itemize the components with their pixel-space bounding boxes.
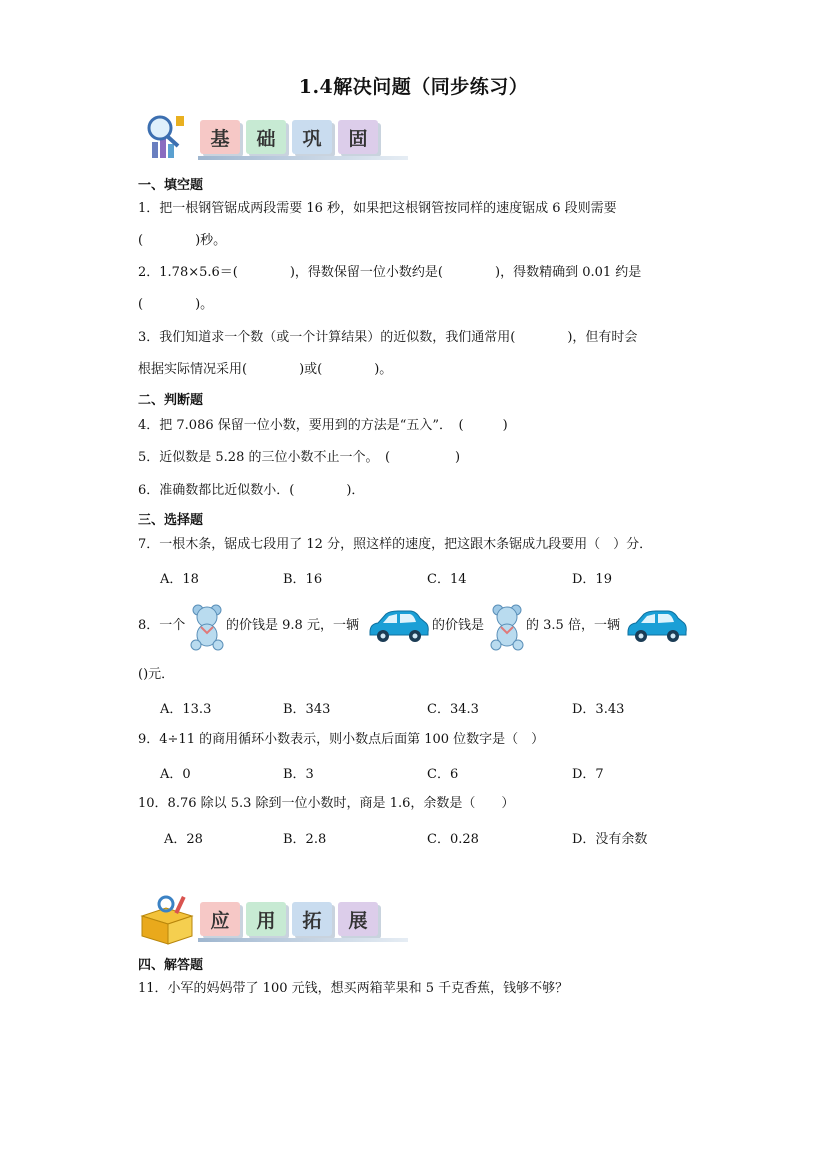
question-2-line-2: ( )。 — [138, 297, 214, 312]
banner-basic — [138, 112, 418, 168]
banner-tile-4: 固 — [338, 120, 378, 154]
question-1-line-2: ( )秒。 — [138, 233, 227, 248]
question-3-line-2: 根据实际情况采用( )或( )。 — [138, 362, 393, 377]
option-a: A．13.3 — [160, 702, 212, 717]
option-b: B．3 — [283, 767, 314, 782]
banner-tile-3: 巩 — [292, 120, 332, 154]
option-c: C．6 — [427, 767, 459, 782]
question-6: 6．准确数都比近似数小．( )． — [138, 483, 365, 498]
option-a: A．28 — [164, 832, 203, 847]
teddy-bear-icon — [490, 603, 524, 651]
question-8-part-3: 的价钱是 — [432, 618, 485, 633]
option-a: A．0 — [160, 767, 191, 782]
banner-tile-1: 基 — [200, 120, 240, 154]
option-a: A．18 — [160, 572, 199, 587]
question-8-part-4: 的 3.5 倍，一辆 — [526, 618, 620, 633]
question-9-options — [160, 763, 760, 781]
teddy-bear-icon — [190, 603, 224, 651]
option-d: D．7 — [572, 767, 604, 782]
question-4: 4．把 7.086 保留一位小数，要用到的方法是“五入”． ( ) — [138, 418, 508, 433]
banner-tile-1: 应 — [200, 902, 240, 936]
question-3-line-1: 3．我们知道求一个数（或一个计算结果）的近似数，我们通常用( )，但有时会 — [138, 330, 638, 345]
question-2-line-1: 2．1.78×5.6＝( )，得数保留一位小数约是( )，得数精确到 0.01 约是 — [138, 265, 642, 280]
question-7: 7．一根木条，锯成七段用了 12 分，照这样的速度，把这跟木条锯成九段要用（ ）分． — [138, 537, 653, 552]
question-8-line-2: ()元． — [138, 667, 175, 682]
option-d: D．没有余数 — [572, 832, 648, 847]
question-7-options — [160, 568, 760, 586]
question-5: 5．近似数是 5.28 的三位小数不止一个。 ( ) — [138, 450, 461, 465]
section-answer-questions: 四、解答题 — [138, 958, 204, 973]
banner-tile-2: 用 — [246, 902, 286, 936]
question-8-part-1: 8．一个 — [138, 618, 186, 633]
option-b: B．2.8 — [283, 832, 327, 847]
option-d: D．19 — [572, 572, 612, 587]
section-true-false: 二、判断题 — [138, 393, 204, 408]
banner-application — [138, 894, 418, 950]
banner-tile-2: 础 — [246, 120, 286, 154]
option-b: B．16 — [283, 572, 323, 587]
question-8-options — [160, 698, 760, 716]
page-title: 1.4解决问题（同步练习） — [298, 76, 529, 98]
question-1-line-1: 1．把一根钢管锯成两段需要 16 秒，如果把这根钢管按同样的速度锯成 6 段则需要 — [138, 201, 617, 216]
banner-tile-4: 展 — [338, 902, 378, 936]
magnifier-chart-icon — [138, 112, 194, 164]
banner-tile-3: 拓 — [292, 902, 332, 936]
option-c: C．34.3 — [427, 702, 479, 717]
toolbox-icon — [138, 894, 196, 946]
banner-stripe — [198, 938, 408, 942]
option-d: D．3.43 — [572, 702, 625, 717]
car-icon — [368, 608, 430, 644]
question-10: 10．8.76 除以 5.3 除到一位小数时，商是 1.6，余数是（ ） — [138, 796, 515, 811]
section-fill-blank: 一、填空题 — [138, 178, 204, 193]
option-c: C．0.28 — [427, 832, 479, 847]
option-c: C．14 — [427, 572, 467, 587]
question-10-options — [160, 828, 760, 846]
question-9: 9．4÷11 的商用循环小数表示，则小数点后面第 100 位数字是（ ） — [138, 732, 545, 747]
car-icon — [626, 608, 688, 644]
question-8-part-2: 的价钱是 9.8 元，一辆 — [226, 618, 359, 633]
option-b: B．343 — [283, 702, 331, 717]
section-multiple-choice: 三、选择题 — [138, 513, 204, 528]
question-11: 11．小军的妈妈带了 100 元钱，想买两箱苹果和 5 千克香蕉，钱够不够？ — [138, 981, 569, 996]
banner-stripe — [198, 156, 408, 160]
